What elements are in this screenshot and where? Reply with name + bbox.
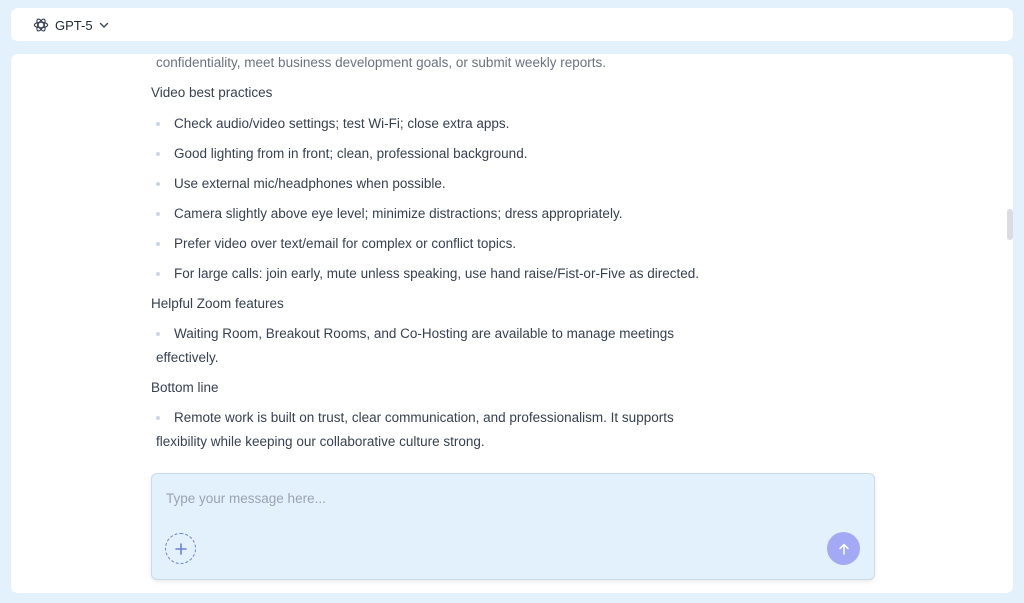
send-button[interactable] (827, 532, 860, 565)
assistant-message (11, 54, 1013, 464)
chevron-down-icon (99, 20, 109, 30)
arrow-up-icon (837, 542, 851, 556)
bullet-marker (156, 152, 160, 156)
openai-logo-icon (33, 17, 49, 33)
bullet-marker (156, 416, 160, 420)
list-item: Camera slightly above eye level; minimize distractions; dress appropriately. (174, 206, 623, 221)
plus-icon (174, 542, 188, 556)
add-attachment-button[interactable] (165, 533, 196, 564)
list-item: Check audio/video settings; test Wi-Fi; close extra apps. (174, 116, 510, 131)
section-heading-video: Video best practices (151, 85, 273, 100)
bullet-marker (156, 182, 160, 186)
list-item: For large calls: join early, mute unless speaking, use hand raise/Fist-or-Five as directed. (174, 266, 699, 281)
bullet-marker (156, 272, 160, 276)
message-input[interactable] (166, 488, 856, 508)
list-item-continuation: flexibility while keeping our collaborative culture strong. (156, 434, 485, 449)
bullet-marker (156, 332, 160, 336)
top-bar (11, 8, 1013, 41)
scrollbar-thumb[interactable] (1007, 209, 1013, 240)
section-heading-bottom-line: Bottom line (151, 380, 219, 395)
bullet-marker (156, 242, 160, 246)
chat-panel (11, 54, 1013, 593)
bullet-marker (156, 212, 160, 216)
list-item: Good lighting from in front; clean, professional background. (174, 146, 528, 161)
section-heading-zoom: Helpful Zoom features (151, 296, 284, 311)
list-item: Remote work is built on trust, clear communication, and professionalism. It supports (174, 410, 674, 425)
bullet-marker (156, 122, 160, 126)
list-item: Prefer video over text/email for complex or conflict topics. (174, 236, 517, 251)
list-item: Waiting Room, Breakout Rooms, and Co-Hosting are available to manage meetings (174, 326, 675, 341)
model-selector[interactable] (33, 16, 109, 34)
list-item-continuation: effectively. (156, 350, 219, 365)
message-composer (151, 473, 875, 580)
model-name: GPT-5 (55, 17, 93, 33)
list-item: Use external mic/headphones when possible. (174, 176, 446, 191)
message-text: confidentiality, meet business development goals, or submit weekly reports. (156, 55, 606, 70)
